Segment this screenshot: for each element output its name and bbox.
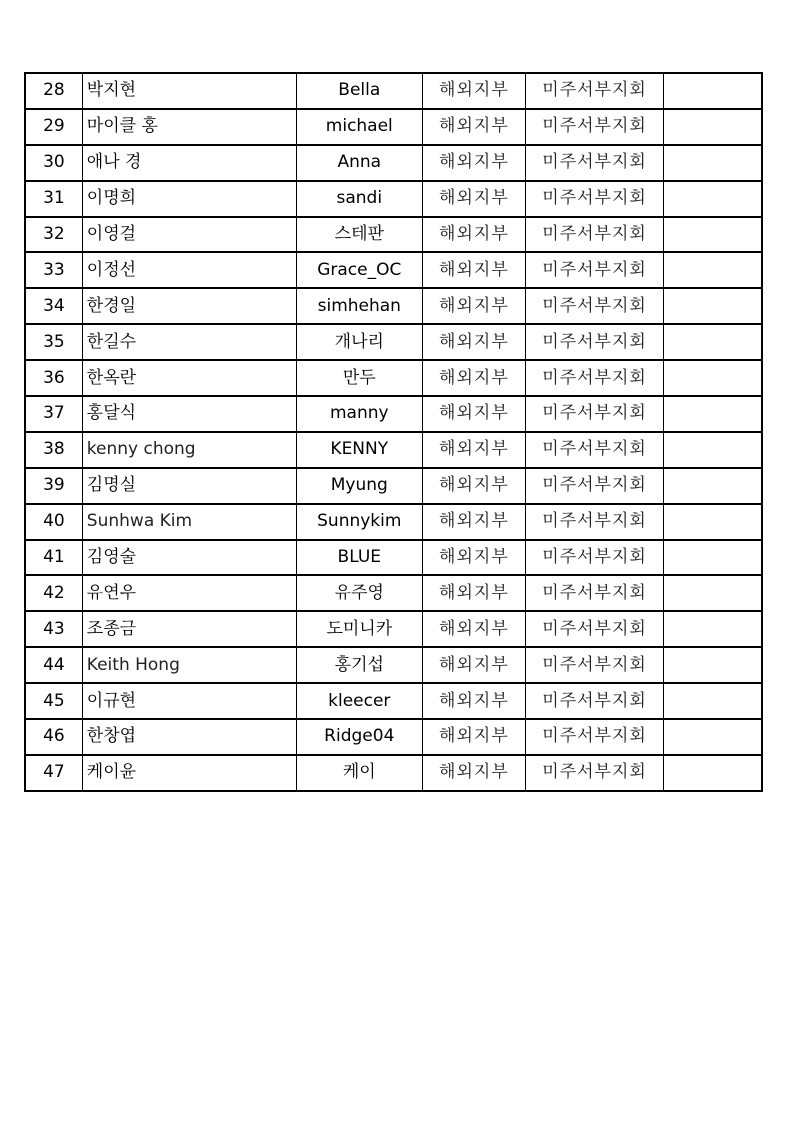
member-nickname: 케이 <box>342 762 376 783</box>
member-extra-cell <box>663 324 762 360</box>
row-number-cell <box>25 575 82 611</box>
member-branch-cell <box>526 468 664 504</box>
member-nickname-cell <box>296 611 422 647</box>
row-number-cell <box>25 288 82 324</box>
member-name: 이영걸 <box>86 224 137 244</box>
row-number: 34 <box>43 295 65 316</box>
member-branch-cell <box>526 575 664 611</box>
member-extra-cell <box>663 647 762 683</box>
member-nickname: kleecer <box>328 690 391 711</box>
member-department: 해외지부 <box>439 762 509 783</box>
member-extra-cell <box>663 252 762 288</box>
row-number-cell <box>25 396 82 432</box>
member-branch: 미주서부지회 <box>542 547 647 568</box>
member-nickname: 개나리 <box>334 331 384 352</box>
member-branch-cell <box>526 540 664 576</box>
row-number-cell <box>25 252 82 288</box>
row-number: 37 <box>43 403 65 424</box>
row-number-cell <box>25 73 82 109</box>
member-branch-cell <box>526 755 664 791</box>
member-name-cell <box>82 611 296 647</box>
member-name-cell <box>82 432 296 468</box>
member-branch-cell <box>526 145 664 181</box>
row-number-cell <box>25 504 82 540</box>
table-row <box>25 575 762 611</box>
member-nickname-cell <box>296 432 422 468</box>
member-branch: 미주서부지회 <box>542 152 647 173</box>
member-department: 해외지부 <box>439 80 509 101</box>
table-row <box>25 719 762 755</box>
member-department: 해외지부 <box>439 547 509 568</box>
member-extra-cell <box>663 145 762 181</box>
member-name: 박지현 <box>86 80 137 101</box>
member-nickname-cell <box>296 288 422 324</box>
row-number-cell <box>25 109 82 145</box>
row-number: 38 <box>43 439 65 460</box>
table-row <box>25 611 762 647</box>
row-number: 47 <box>43 762 65 783</box>
member-branch-cell <box>526 288 664 324</box>
row-number-cell <box>25 181 82 217</box>
member-name-cell <box>82 252 296 288</box>
member-name-cell <box>82 575 296 611</box>
member-nickname: BLUE <box>337 547 382 568</box>
member-department-cell <box>422 181 526 217</box>
member-extra-cell <box>663 755 762 791</box>
member-name: 케이윤 <box>86 762 137 783</box>
member-name-cell <box>82 683 296 719</box>
member-extra-cell <box>663 575 762 611</box>
member-name: 마이클 홍 <box>86 116 158 137</box>
table-row <box>25 73 762 109</box>
member-department: 해외지부 <box>439 618 509 639</box>
member-name-cell <box>82 504 296 540</box>
member-branch-cell <box>526 432 664 468</box>
member-name: 한길수 <box>86 331 137 352</box>
table-row <box>25 288 762 324</box>
member-department-cell <box>422 683 526 719</box>
member-branch: 미주서부지회 <box>542 331 647 352</box>
member-department: 해외지부 <box>439 367 509 388</box>
row-number: 39 <box>43 475 65 496</box>
member-name-cell <box>82 755 296 791</box>
member-department-cell <box>422 288 526 324</box>
member-branch-cell <box>526 217 664 253</box>
member-name-cell <box>82 181 296 217</box>
member-name-cell <box>82 719 296 755</box>
member-department: 해외지부 <box>439 224 509 244</box>
row-number: 33 <box>43 259 65 280</box>
row-number-cell <box>25 217 82 253</box>
table-row <box>25 252 762 288</box>
member-department-cell <box>422 540 526 576</box>
member-name: 홍달식 <box>86 403 137 424</box>
member-branch: 미주서부지회 <box>542 475 647 496</box>
member-name-cell <box>82 109 296 145</box>
member-nickname-cell <box>296 575 422 611</box>
member-department-cell <box>422 432 526 468</box>
member-name: 김영술 <box>86 547 137 568</box>
member-department-cell <box>422 575 526 611</box>
table-row <box>25 396 762 432</box>
member-department: 해외지부 <box>439 690 509 711</box>
member-nickname-cell <box>296 468 422 504</box>
member-branch-cell <box>526 396 664 432</box>
row-number: 43 <box>43 618 65 639</box>
member-nickname: Bella <box>338 80 381 101</box>
member-branch: 미주서부지회 <box>542 224 647 244</box>
table-row <box>25 217 762 253</box>
member-name: 김명실 <box>86 475 137 496</box>
member-name-cell <box>82 145 296 181</box>
member-nickname-cell <box>296 73 422 109</box>
table-row <box>25 468 762 504</box>
member-name-cell <box>82 396 296 432</box>
member-nickname: manny <box>329 403 389 424</box>
member-nickname: sandi <box>336 188 383 209</box>
row-number: 45 <box>43 690 65 711</box>
member-branch-cell <box>526 647 664 683</box>
table-row <box>25 432 762 468</box>
member-nickname: 홍기섭 <box>334 654 384 675</box>
member-branch: 미주서부지회 <box>542 762 647 783</box>
member-extra-cell <box>663 540 762 576</box>
member-department: 해외지부 <box>439 403 509 424</box>
row-number-cell <box>25 683 82 719</box>
member-nickname: michael <box>325 116 393 137</box>
member-branch: 미주서부지회 <box>542 439 647 460</box>
member-extra-cell <box>663 683 762 719</box>
member-nickname-cell <box>296 217 422 253</box>
member-department-cell <box>422 73 526 109</box>
table-row <box>25 109 762 145</box>
member-branch-cell <box>526 719 664 755</box>
member-department: 해외지부 <box>439 475 509 496</box>
member-branch: 미주서부지회 <box>542 654 647 675</box>
member-extra-cell <box>663 73 762 109</box>
row-number: 29 <box>43 116 65 137</box>
table-row <box>25 181 762 217</box>
member-department: 해외지부 <box>439 188 509 209</box>
member-department-cell <box>422 217 526 253</box>
member-branch-cell <box>526 504 664 540</box>
member-nickname-cell <box>296 719 422 755</box>
member-branch: 미주서부지회 <box>542 367 647 388</box>
table-row <box>25 755 762 791</box>
row-number-cell <box>25 611 82 647</box>
row-number: 41 <box>43 547 65 568</box>
member-name: Sunhwa Kim <box>86 511 193 532</box>
member-name: kenny chong <box>86 439 196 460</box>
member-nickname-cell <box>296 145 422 181</box>
member-name-cell <box>82 217 296 253</box>
member-name: 이정선 <box>86 259 137 280</box>
member-name: 한창엽 <box>86 726 137 747</box>
member-branch-cell <box>526 252 664 288</box>
row-number: 32 <box>43 224 65 244</box>
table-row <box>25 360 762 396</box>
row-number-cell <box>25 432 82 468</box>
member-extra-cell <box>663 504 762 540</box>
member-department: 해외지부 <box>439 116 509 137</box>
member-branch-cell <box>526 324 664 360</box>
member-nickname-cell <box>296 396 422 432</box>
row-number: 42 <box>43 582 65 603</box>
member-department-cell <box>422 647 526 683</box>
member-nickname-cell <box>296 324 422 360</box>
member-nickname: Anna <box>337 152 382 173</box>
member-extra-cell <box>663 181 762 217</box>
row-number: 36 <box>43 367 65 388</box>
member-branch: 미주서부지회 <box>542 726 647 747</box>
member-nickname: Myung <box>330 475 388 496</box>
row-number: 46 <box>43 726 65 747</box>
member-extra-cell <box>663 719 762 755</box>
table-row <box>25 324 762 360</box>
row-number-cell <box>25 755 82 791</box>
row-number: 35 <box>43 331 65 352</box>
row-number: 30 <box>43 152 65 173</box>
member-name-cell <box>82 647 296 683</box>
member-branch-cell <box>526 360 664 396</box>
member-branch-cell <box>526 611 664 647</box>
member-department: 해외지부 <box>439 582 509 603</box>
member-department: 해외지부 <box>439 152 509 173</box>
member-nickname: Sunnykim <box>317 511 402 532</box>
row-number: 40 <box>43 511 65 532</box>
member-nickname-cell <box>296 755 422 791</box>
member-name-cell <box>82 324 296 360</box>
member-branch-cell <box>526 109 664 145</box>
member-roster-table <box>24 72 763 792</box>
member-nickname-cell <box>296 360 422 396</box>
member-department: 해외지부 <box>439 295 509 316</box>
member-department-cell <box>422 360 526 396</box>
member-nickname: Grace_OC <box>317 259 402 280</box>
member-name: 유연우 <box>86 582 137 603</box>
member-nickname: 만두 <box>342 367 376 388</box>
row-number: 28 <box>43 80 65 101</box>
member-department: 해외지부 <box>439 439 509 460</box>
member-name-cell <box>82 540 296 576</box>
member-department-cell <box>422 396 526 432</box>
member-department: 해외지부 <box>439 259 509 280</box>
member-nickname: simhehan <box>317 295 401 316</box>
member-department-cell <box>422 109 526 145</box>
member-nickname-cell <box>296 181 422 217</box>
member-department-cell <box>422 468 526 504</box>
roster-body <box>25 73 762 791</box>
member-nickname: 스테판 <box>334 224 384 244</box>
member-name: 한옥란 <box>86 367 137 388</box>
member-branch: 미주서부지회 <box>542 511 647 532</box>
member-extra-cell <box>663 432 762 468</box>
member-department-cell <box>422 719 526 755</box>
member-branch: 미주서부지회 <box>542 80 647 101</box>
member-department-cell <box>422 252 526 288</box>
member-nickname-cell <box>296 504 422 540</box>
member-branch: 미주서부지회 <box>542 295 647 316</box>
member-name: 애나 경 <box>86 152 142 173</box>
member-name-cell <box>82 73 296 109</box>
member-branch: 미주서부지회 <box>542 259 647 280</box>
member-nickname: 도미니카 <box>326 618 393 639</box>
member-department: 해외지부 <box>439 331 509 352</box>
member-nickname-cell <box>296 683 422 719</box>
member-branch: 미주서부지회 <box>542 116 647 137</box>
member-extra-cell <box>663 217 762 253</box>
table-row <box>25 540 762 576</box>
member-name: 한경일 <box>86 295 137 316</box>
table-row <box>25 683 762 719</box>
member-extra-cell <box>663 109 762 145</box>
member-branch-cell <box>526 181 664 217</box>
member-branch: 미주서부지회 <box>542 582 647 603</box>
row-number-cell <box>25 647 82 683</box>
member-department-cell <box>422 324 526 360</box>
member-name: 조종금 <box>86 618 137 639</box>
member-department: 해외지부 <box>439 654 509 675</box>
row-number-cell <box>25 719 82 755</box>
row-number: 44 <box>43 654 65 675</box>
member-extra-cell <box>663 288 762 324</box>
member-department: 해외지부 <box>439 511 509 532</box>
member-name: 이명희 <box>86 188 137 209</box>
member-nickname-cell <box>296 252 422 288</box>
table-row <box>25 504 762 540</box>
member-branch-cell <box>526 683 664 719</box>
member-nickname: Ridge04 <box>324 726 395 747</box>
member-extra-cell <box>663 360 762 396</box>
member-extra-cell <box>663 396 762 432</box>
member-nickname-cell <box>296 647 422 683</box>
member-extra-cell <box>663 611 762 647</box>
row-number-cell <box>25 468 82 504</box>
row-number-cell <box>25 360 82 396</box>
member-extra-cell <box>663 468 762 504</box>
row-number-cell <box>25 324 82 360</box>
member-branch-cell <box>526 73 664 109</box>
member-name: 이규현 <box>86 690 137 711</box>
member-branch: 미주서부지회 <box>542 618 647 639</box>
member-nickname-cell <box>296 540 422 576</box>
member-name-cell <box>82 288 296 324</box>
member-department-cell <box>422 611 526 647</box>
member-department-cell <box>422 504 526 540</box>
member-branch: 미주서부지회 <box>542 188 647 209</box>
member-branch: 미주서부지회 <box>542 690 647 711</box>
row-number-cell <box>25 540 82 576</box>
row-number-cell <box>25 145 82 181</box>
member-department: 해외지부 <box>439 726 509 747</box>
member-department-cell <box>422 755 526 791</box>
member-name-cell <box>82 468 296 504</box>
member-branch: 미주서부지회 <box>542 403 647 424</box>
member-name-cell <box>82 360 296 396</box>
table-row <box>25 145 762 181</box>
row-number: 31 <box>43 188 65 209</box>
table-row <box>25 647 762 683</box>
member-nickname: 유주영 <box>334 582 384 603</box>
member-nickname-cell <box>296 109 422 145</box>
member-department-cell <box>422 145 526 181</box>
member-name: Keith Hong <box>86 654 180 675</box>
member-nickname: KENNY <box>330 439 389 460</box>
